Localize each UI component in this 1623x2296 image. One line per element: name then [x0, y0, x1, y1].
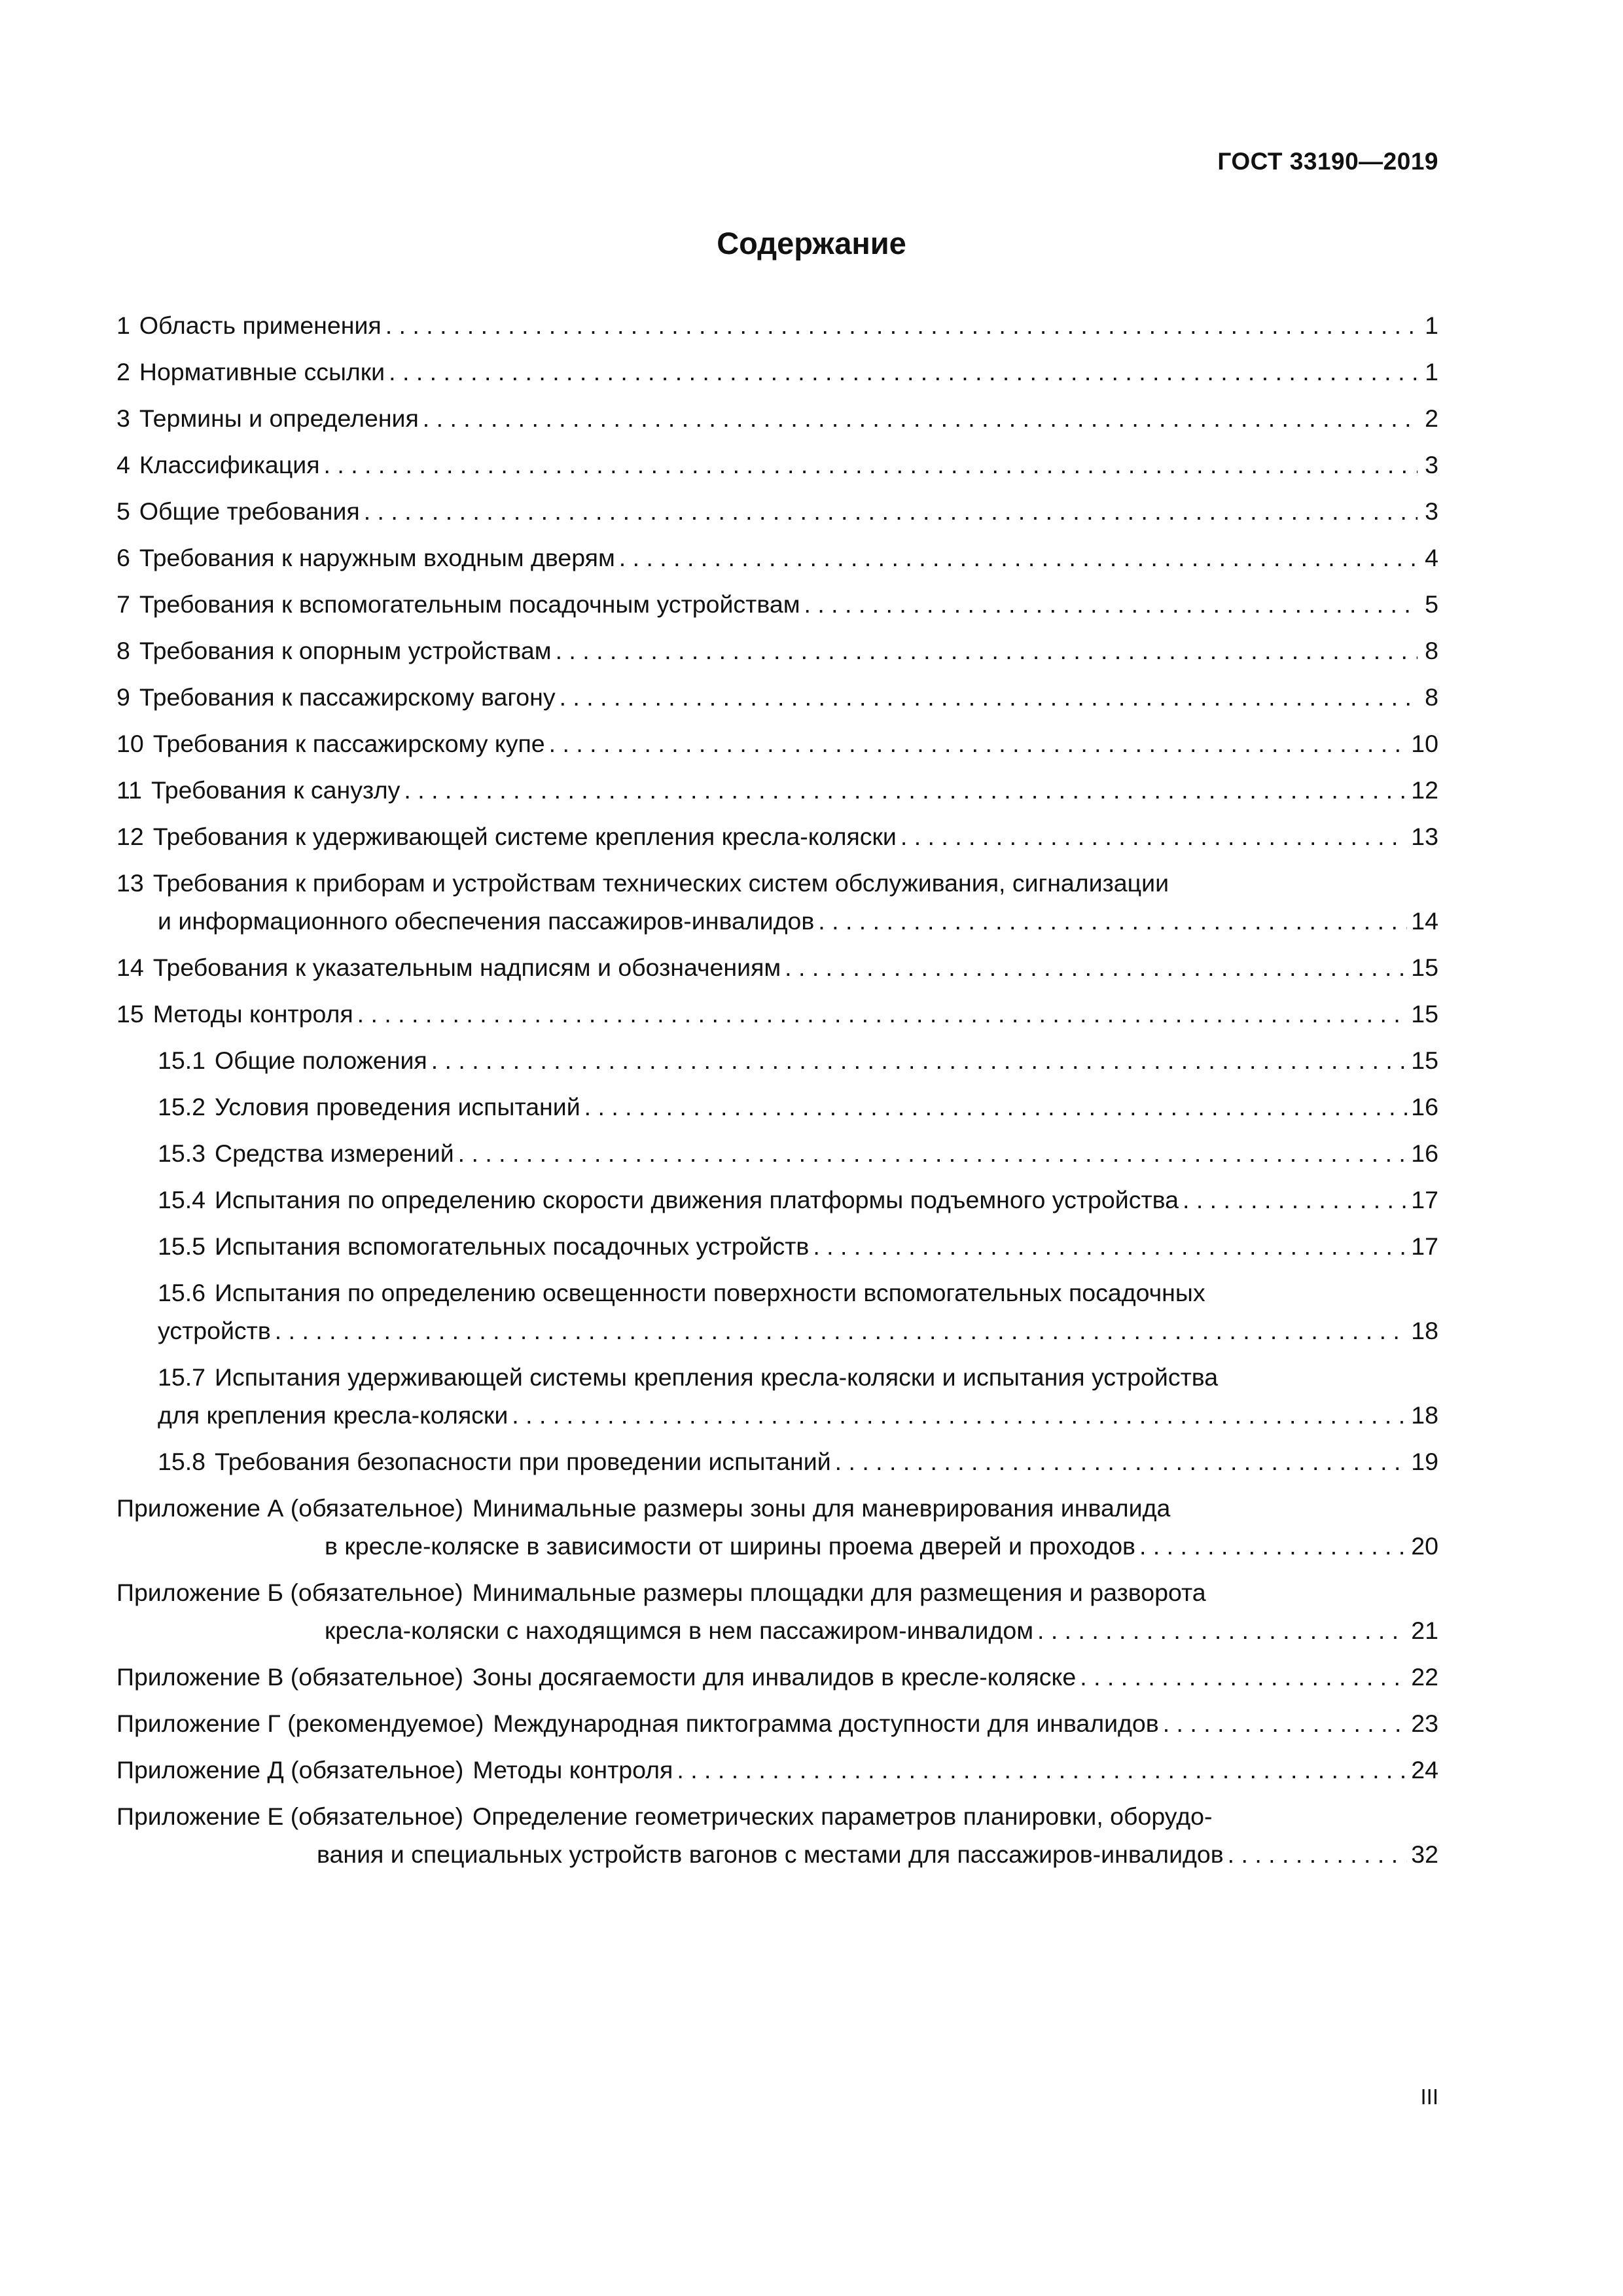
toc-number: 5	[116, 497, 130, 525]
toc-title: Область применения	[139, 312, 382, 339]
toc-page: 15	[1411, 1047, 1438, 1074]
appendix-title-line1: Минимальные размеры зоны для маневрирования инвалида	[473, 1494, 1171, 1522]
dot-leader	[549, 725, 1408, 762]
toc-entry-4[interactable]	[116, 446, 1438, 484]
dot-leader	[275, 1312, 1408, 1350]
toc-title: Средства измерений	[215, 1139, 454, 1167]
toc-entry-1[interactable]	[116, 306, 1438, 344]
dot-leader	[785, 948, 1407, 986]
toc-number: 15.4	[158, 1186, 205, 1213]
dot-leader	[584, 1088, 1408, 1126]
appendix-v[interactable]	[116, 1658, 1438, 1696]
toc-entry-14[interactable]	[116, 948, 1438, 986]
toc-entry-6[interactable]	[116, 539, 1438, 577]
dot-leader	[835, 1443, 1408, 1480]
toc-page: 16	[1411, 1139, 1438, 1167]
dot-leader	[804, 585, 1418, 623]
toc-number: 15.7	[158, 1363, 205, 1391]
toc-page: 32	[1411, 1840, 1438, 1868]
toc-page: 19	[1411, 1448, 1438, 1475]
toc-page: 8	[1425, 637, 1438, 664]
appendix-label: Приложение Е (обязательное)	[116, 1803, 464, 1830]
toc-title: Требования к удерживающей системе крепления кресла-коляски	[152, 823, 897, 850]
toc-page: 16	[1411, 1093, 1438, 1121]
appendix-title-line2: в кресле-коляске в зависимости от ширины проема дверей и проходов	[325, 1532, 1135, 1560]
dot-leader	[813, 1227, 1407, 1265]
toc-number: 15.2	[158, 1093, 205, 1121]
toc-number: 15.8	[158, 1448, 205, 1475]
toc-page: 14	[1411, 907, 1438, 935]
toc-number: 3	[116, 404, 130, 432]
toc-page: 21	[1411, 1617, 1438, 1644]
toc-title: Требования к наружным входным дверям	[139, 544, 615, 571]
toc-number: 15.6	[158, 1279, 205, 1306]
toc-entry-15-7[interactable]	[116, 1358, 1438, 1434]
dot-leader	[458, 1134, 1408, 1172]
toc-page: 12	[1411, 776, 1438, 804]
toc-number: 15.1	[158, 1047, 205, 1074]
toc-page: 17	[1411, 1186, 1438, 1213]
toc-number: 4	[116, 451, 130, 478]
toc-page: 5	[1425, 590, 1438, 618]
toc-title-line1: Испытания по определению освещенности поверхности вспомогательных посадочных	[215, 1279, 1205, 1306]
toc-entry-15-8[interactable]	[116, 1443, 1438, 1480]
dot-leader	[385, 306, 1418, 344]
toc-number: 11	[116, 776, 142, 804]
appendix-label: Приложение В (обязательное)	[116, 1663, 464, 1691]
appendix-title: Международная пиктограмма доступности для инвалидов	[493, 1710, 1159, 1737]
page-number: III	[1420, 2085, 1438, 2109]
toc-entry-3[interactable]	[116, 399, 1438, 437]
toc-page: 18	[1411, 1317, 1438, 1344]
toc-entry-15-5[interactable]	[116, 1227, 1438, 1265]
toc-page: 15	[1411, 954, 1438, 981]
toc-entry-11[interactable]	[116, 771, 1438, 809]
appendix-title-line2: вания и специальных устройств вагонов с местами для пассажиров-инвалидов	[317, 1840, 1224, 1868]
toc-number: 14	[116, 954, 144, 981]
dot-leader	[556, 632, 1418, 670]
dot-leader	[389, 353, 1418, 391]
dot-leader	[1080, 1658, 1407, 1696]
toc-page: 20	[1411, 1532, 1438, 1560]
toc-title-line2: устройств	[158, 1317, 271, 1344]
toc-title-line2: и информационного обеспечения пассажиров-инвалидов	[158, 907, 815, 935]
appendix-title-line2: кресла-коляски с находящимся в нем пассажиром-инвалидом	[325, 1617, 1033, 1644]
toc-number: 7	[116, 590, 130, 618]
toc-page: 2	[1425, 404, 1438, 432]
page-title: Содержание	[717, 226, 906, 260]
toc-number: 15	[116, 1000, 144, 1028]
appendix-e[interactable]	[116, 1797, 1438, 1873]
toc-entry-15-1[interactable]	[116, 1041, 1438, 1079]
toc-number: 9	[116, 683, 130, 711]
appendix-label: Приложение А (обязательное)	[116, 1494, 464, 1522]
appendix-title-line1: Определение геометрических параметров планировки, оборудо-	[473, 1803, 1213, 1830]
appendix-a[interactable]	[116, 1489, 1438, 1565]
dot-leader	[364, 492, 1418, 530]
toc-entry-8[interactable]	[116, 632, 1438, 670]
toc-entry-9[interactable]	[116, 678, 1438, 716]
toc-page: 18	[1411, 1401, 1438, 1429]
toc-number: 6	[116, 544, 130, 571]
toc-title: Условия проведения испытаний	[215, 1093, 580, 1121]
toc-entry-15-3[interactable]	[116, 1134, 1438, 1172]
toc-title: Требования к опорным устройствам	[139, 637, 552, 664]
toc-title-line2: для крепления кресла-коляски	[158, 1401, 508, 1429]
toc-title: Требования к вспомогательным посадочным устройствам	[139, 590, 800, 618]
toc-page: 13	[1411, 823, 1438, 850]
appendix-title: Зоны досягаемости для инвалидов в кресле-коляске	[473, 1663, 1077, 1691]
toc-entry-2[interactable]	[116, 353, 1438, 391]
toc-number: 12	[116, 823, 144, 850]
dot-leader	[1037, 1611, 1407, 1649]
appendix-b[interactable]	[116, 1573, 1438, 1649]
dot-leader	[324, 446, 1418, 484]
toc-number: 1	[116, 312, 130, 339]
toc-page: 3	[1425, 451, 1438, 478]
appendix-label: Приложение Б (обязательное)	[116, 1579, 463, 1606]
toc-title: Термины и определения	[139, 404, 419, 432]
toc-number: 2	[116, 358, 130, 386]
toc-title: Общие положения	[215, 1047, 427, 1074]
toc-title: Испытания вспомогательных посадочных устройств	[215, 1232, 810, 1260]
toc-page: 1	[1425, 358, 1438, 386]
toc-entry-10[interactable]	[116, 725, 1438, 762]
toc-number: 13	[116, 869, 144, 897]
toc-title: Испытания по определению скорости движения платформы подъемного устройства	[215, 1186, 1179, 1213]
dot-leader	[404, 771, 1407, 809]
toc-title: Нормативные ссылки	[139, 358, 385, 386]
document-code: ГОСТ 33190—2019	[1217, 148, 1438, 175]
toc-entry-15-2[interactable]	[116, 1088, 1438, 1126]
toc-entry-15[interactable]	[116, 995, 1438, 1033]
dot-leader	[423, 399, 1418, 437]
toc-entry-15-6[interactable]	[116, 1274, 1438, 1350]
dot-leader	[560, 678, 1418, 716]
toc-title: Методы контроля	[152, 1000, 353, 1028]
toc-title: Общие требования	[139, 497, 360, 525]
toc-page: 1	[1425, 312, 1438, 339]
appendix-label: Приложение Г (рекомендуемое)	[116, 1710, 484, 1737]
table-of-contents	[116, 306, 1438, 1882]
toc-title: Требования к пассажирскому вагону	[139, 683, 556, 711]
toc-entry-7[interactable]	[116, 585, 1438, 623]
toc-title-line1: Требования к приборам и устройствам технических систем обслуживания, сигнализации	[152, 869, 1169, 897]
toc-page: 3	[1425, 497, 1438, 525]
appendix-label: Приложение Д (обязательное)	[116, 1756, 464, 1784]
toc-number: 8	[116, 637, 130, 664]
dot-leader	[357, 995, 1408, 1033]
appendix-title: Методы контроля	[473, 1756, 673, 1784]
toc-page: 22	[1411, 1663, 1438, 1691]
dot-leader	[901, 817, 1407, 855]
toc-page: 10	[1411, 730, 1438, 757]
toc-number: 15.5	[158, 1232, 205, 1260]
toc-title: Требования к указательным надписям и обозначениям	[152, 954, 781, 981]
toc-number: 10	[116, 730, 144, 757]
appendix-title-line1: Минимальные размеры площадки для размещения и разворота	[472, 1579, 1206, 1606]
dot-leader	[1228, 1835, 1408, 1873]
toc-title: Классификация	[139, 451, 320, 478]
toc-title-line1: Испытания удерживающей системы крепления кресла-коляски и испытания устройства	[215, 1363, 1219, 1391]
toc-entry-5[interactable]	[116, 492, 1438, 530]
toc-page: 4	[1425, 544, 1438, 571]
dot-leader	[1163, 1704, 1408, 1742]
dot-leader	[1139, 1527, 1407, 1565]
toc-page: 24	[1411, 1756, 1438, 1784]
appendix-d[interactable]	[116, 1751, 1438, 1789]
toc-page: 23	[1411, 1710, 1438, 1737]
toc-number: 15.3	[158, 1139, 205, 1167]
toc-title: Требования к пассажирскому купе	[152, 730, 545, 757]
toc-page: 15	[1411, 1000, 1438, 1028]
dot-leader	[818, 902, 1407, 940]
toc-entry-12[interactable]	[116, 817, 1438, 855]
appendix-g[interactable]	[116, 1704, 1438, 1742]
dot-leader	[431, 1041, 1408, 1079]
dot-leader	[619, 539, 1418, 577]
toc-entry-15-4[interactable]	[116, 1181, 1438, 1219]
toc-page: 17	[1411, 1232, 1438, 1260]
dot-leader	[1183, 1181, 1407, 1219]
toc-entry-13[interactable]	[116, 864, 1438, 940]
dot-leader	[677, 1751, 1407, 1789]
toc-page: 8	[1425, 683, 1438, 711]
dot-leader	[512, 1396, 1407, 1434]
toc-title: Требования к санузлу	[151, 776, 401, 804]
toc-title: Требования безопасности при проведении испытаний	[215, 1448, 831, 1475]
